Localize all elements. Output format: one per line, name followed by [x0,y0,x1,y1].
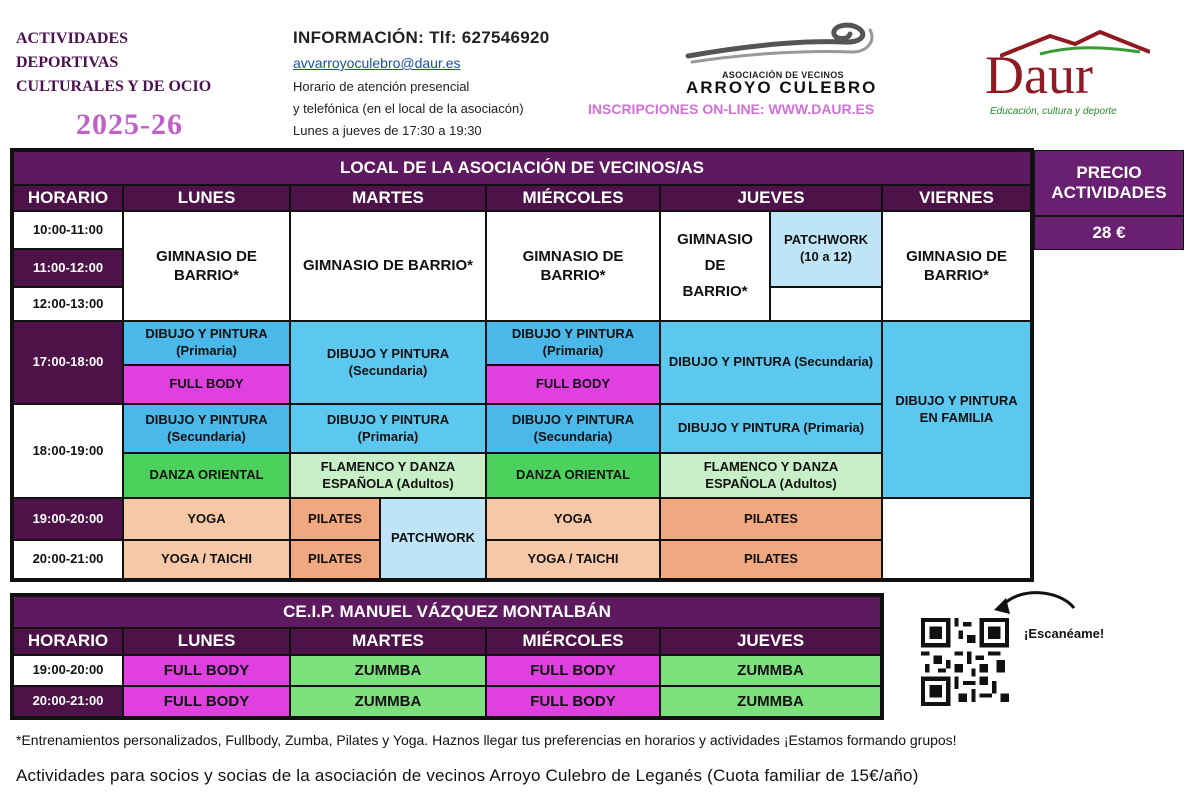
activity-fullbody-monday: FULL BODY [123,365,290,404]
activity-pilates-tuesday-19: PILATES [290,498,380,540]
activity-line: DIBUJO Y PINTURA [145,411,268,427]
school-time-slot: 20:00-21:00 [13,686,123,717]
hours-line-3: Lunes a jueves de 17:30 a 19:30 [293,123,482,138]
school-zummba-tuesday-20: ZUMMBA [290,686,486,717]
school-fullbody-wednesday-19: FULL BODY [486,655,660,686]
online-inscriptions[interactable]: INSCRIPCIONES ON-LINE: WWW.DAUR.ES [588,101,875,117]
scan-label: ¡Escanéame! [1024,626,1105,641]
arrow-icon [990,584,1080,620]
activity-line: (Primaria) [542,343,604,358]
school-zummba-thursday-20: ZUMMBA [660,686,881,717]
title-line-1: ACTIVIDADES [16,30,129,47]
school-time-slot: 19:00-20:00 [13,655,123,686]
local-table-title: LOCAL DE LA ASOCIACIÓN DE VECINOS/AS [13,151,1031,185]
empty-cell [882,498,1031,579]
school-fullbody-monday-19: FULL BODY [123,655,290,686]
season-year: 2025-26 [76,108,183,141]
activity-pilates-tuesday-20: PILATES [290,540,380,579]
empty-cell [770,287,882,321]
activity-line: DIBUJO Y PINTURA [895,392,1018,408]
activity-patchwork-thursday-morning [770,211,882,287]
activity-yoga-wednesday: YOGA [486,498,660,540]
activity-line: (Primaria) [176,343,237,358]
daur-logo-text: Daur [985,45,1093,105]
time-slot: 19:00-20:00 [13,498,123,540]
school-table-title: CE.I.P. MANUEL VÁZQUEZ MONTALBÁN [13,596,881,628]
activity-line: (Secundaria) [167,428,246,444]
email-link[interactable]: avvarroyoculebro@daur.es [293,55,461,71]
hours-line-2: y telefónica (en el local de la asociacón) [293,101,524,116]
gym-thursday-line: BARRIO* [682,283,748,301]
activity-drawing-primary-tuesday [290,404,486,453]
header-viernes: VIERNES [882,185,1031,211]
activity-oriental-dance-wednesday: DANZA ORIENTAL [486,453,660,498]
membership-note: Actividades para socios y socias de la asociación de vecinos Arroyo Culebro de Leganés (Cuota familiar de 15€/año) [16,766,919,785]
school-zummba-thursday-19: ZUMMBA [660,655,881,686]
time-slot: 17:00-18:00 [13,321,123,404]
activity-line: FLAMENCO Y DANZA [320,458,456,474]
activity-line: DIBUJO Y PINTURA [326,345,450,361]
activity-gym-tuesday: GIMNASIO DE BARRIO* [290,211,486,321]
price-value: 28 € [1034,216,1184,250]
header-lunes: LUNES [123,185,290,211]
school-header-jueves: JUEVES [660,628,881,655]
school-zummba-tuesday-19: ZUMMBA [290,655,486,686]
activity-drawing-primary-monday [123,321,290,365]
activity-line: FLAMENCO Y DANZA [703,458,839,474]
school-fullbody-monday-20: FULL BODY [123,686,290,717]
activity-flamenco-thursday [660,453,882,498]
activity-pilates-thursday-19: PILATES [660,498,882,540]
activity-drawing-secondary-tuesday [290,321,486,404]
time-slot: 18:00-19:00 [13,404,123,498]
activity-yoga-monday: YOGA [123,498,290,540]
association-label: ASOCIACIÓN DE VECINOS [722,70,844,80]
daur-tagline: Educación, cultura y deporte [990,106,1117,117]
activity-line: DIBUJO Y PINTURA [511,411,635,427]
school-header-lunes: LUNES [123,628,290,655]
time-slot: 10:00-11:00 [13,211,123,249]
activity-drawing-secondary-wednesday [486,404,660,453]
school-fullbody-wednesday-20: FULL BODY [486,686,660,717]
gym-thursday-line: DE [704,256,726,274]
activity-drawing-secondary-thursday: DIBUJO Y PINTURA (Secundaria) [660,321,882,404]
activity-drawing-primary-wednesday [486,321,660,365]
activity-line: ESPAÑOLA (Adultos) [322,475,454,491]
qr-code-icon[interactable] [918,618,1012,706]
activity-line: (Secundaria) [348,362,428,378]
hours-line-1: Horario de atención presencial [293,79,470,94]
activity-line: ESPAÑOLA (Adultos) [705,475,837,491]
header-horario: HORARIO [13,185,123,211]
activity-gym-friday: GIMNASIO DE BARRIO* [882,211,1031,321]
activity-line: DIBUJO Y PINTURA [145,326,268,342]
school-header-horario: HORARIO [13,628,123,655]
header-jueves: JUEVES [660,185,882,211]
time-slot: 20:00-21:00 [13,540,123,579]
price-header-line: ACTIVIDADES [1051,183,1167,202]
activity-gym-wednesday: GIMNASIO DE BARRIO* [486,211,660,321]
association-swirl-logo [684,18,880,70]
activity-line: (Primaria) [357,428,419,444]
price-header-line: PRECIO [1076,163,1142,182]
activity-pilates-thursday-20: PILATES [660,540,882,579]
time-slot: 12:00-13:00 [13,287,123,321]
activity-yoga-taichi-wednesday: YOGA / TAICHI [486,540,660,579]
activity-drawing-primary-thursday: DIBUJO Y PINTURA (Primaria) [660,404,882,453]
activity-line: DIBUJO Y PINTURA [511,326,635,342]
info-phone: INFORMACIÓN: Tlf: 627546920 [293,28,550,47]
activity-flamenco-tuesday [290,453,486,498]
school-header-martes: MARTES [290,628,486,655]
activity-line: DIBUJO Y PINTURA [326,411,450,427]
price-header [1034,150,1184,216]
school-header-miercoles: MIÉRCOLES [486,628,660,655]
activity-drawing-secondary-monday [123,404,290,453]
title-line-2: DEPORTIVAS [16,54,119,71]
association-name: ARROYO CULEBRO [686,78,878,97]
header-martes: MARTES [290,185,486,211]
activity-gym-thursday [660,211,770,321]
gym-thursday-line: GIMNASIO [677,230,753,248]
time-slot: 11:00-12:00 [13,249,123,287]
activity-yoga-taichi-monday: YOGA / TAICHI [123,540,290,579]
patchwork-line: (10 a 12) [799,249,853,264]
activity-gym-monday: GIMNASIO DE BARRIO* [123,211,290,321]
title-line-3: CULTURALES Y DE OCIO [16,78,212,95]
header-miercoles: MIÉRCOLES [486,185,660,211]
footnote: *Entrenamientos personalizados, Fullbody, Zumba, Pilates y Yoga. Haznos llegar tus preferencias en horarios y actividades ¡Estamos formando grupos! [16,732,957,748]
patchwork-line: PATCHWORK [783,232,868,248]
activity-oriental-dance-monday: DANZA ORIENTAL [123,453,290,498]
activity-patchwork-tuesday: PATCHWORK [380,498,486,579]
activity-fullbody-wednesday: FULL BODY [486,365,660,404]
activity-drawing-family-friday [882,321,1031,498]
activity-line: (Secundaria) [533,428,613,444]
activity-line: EN FAMILIA [919,409,994,425]
